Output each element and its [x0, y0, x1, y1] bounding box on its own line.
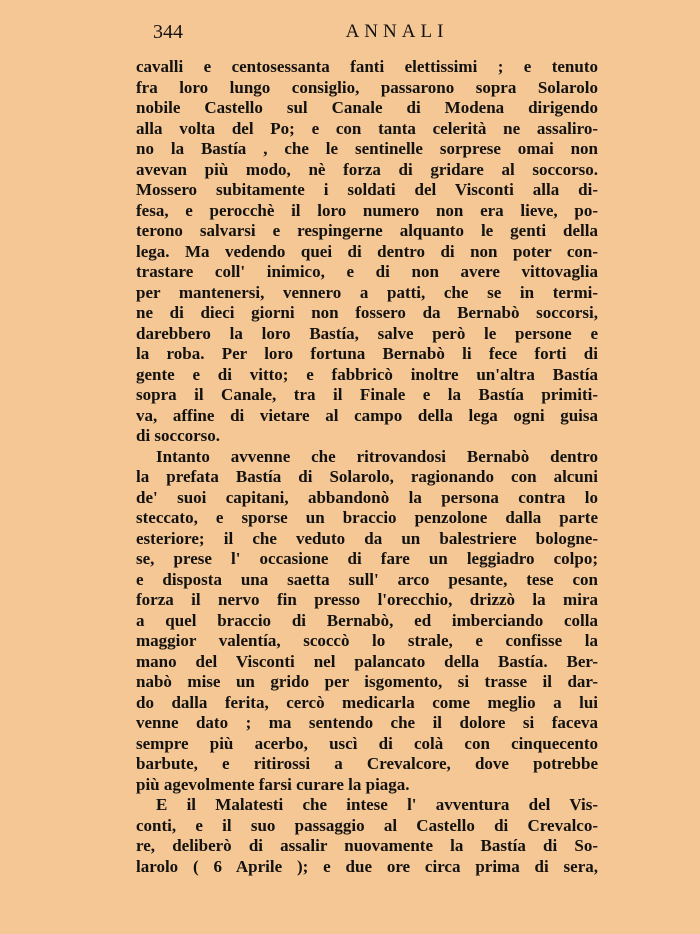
text-line: di soccorso. — [136, 426, 221, 445]
text-line: re, deliberò di assalir nuovamente la Bastía di So- — [136, 836, 598, 855]
text-line: Intanto avvenne che ritrovandosi Bernabò dentro — [156, 446, 598, 466]
text-line: fesa, e perocchè il loro numero non era lieve, po- — [136, 200, 598, 220]
text-line: e disposta una saetta sull' arco pesante, tese con — [136, 569, 598, 589]
text-line: esteriore; il che veduto da un balestriere bologne- — [136, 528, 598, 548]
text-line: venne dato ; ma sentendo che il dolore si faceva — [136, 713, 598, 732]
text-line: nabò mise un grido per isgomento, si trasse il dar- — [136, 672, 598, 691]
text-line: la prefata Bastía di Solarolo, ragionando con alcuni — [136, 467, 598, 486]
text-line: lega. Ma vedendo quei di dentro di non poter con- — [136, 241, 598, 261]
text-line: a quel braccio di Bernabò, ed imberciando colla — [136, 610, 598, 630]
text-line: per mantenersi, vennero a patti, che se in termi- — [136, 282, 598, 302]
text-line: de' suoi capitani, abbandonò la persona contra lo — [136, 487, 598, 507]
text-line: maggior valentía, scoccò lo strale, e confisse la — [136, 631, 598, 650]
text-line: avevan più modo, nè forza di gridare al soccorso. — [136, 159, 598, 179]
text-line: conti, e il suo passaggio al Castello di Crevalco- — [136, 815, 598, 835]
text-line: va, affine di vietare al campo della lega ogni guisa — [136, 405, 598, 425]
text-line: no la Bastía , che le sentinelle sorprese omai non — [136, 139, 598, 158]
page-number: 344 — [153, 21, 183, 43]
text-line: barbute, e ritirossi a Crevalcore, dove potrebbe — [136, 754, 598, 773]
text-line: ne di dieci giorni non fossero da Bernabò soccorsi, — [136, 303, 598, 322]
text-line: terono salvarsi e respingerne alquanto le genti della — [136, 221, 598, 240]
text-line: E il Malatesti che intese l' avventura del Vis- — [156, 795, 598, 814]
text-line: larolo ( 6 Aprile ); e due ore circa prima di sera, — [136, 856, 598, 876]
text-line: Mossero subitamente i soldati del Visconti alla di- — [136, 180, 598, 199]
text-line: darebbero la loro Bastía, salve però le persone e — [136, 323, 598, 343]
text-line: cavalli e centosessanta fanti elettissimi ; e tenuto — [136, 57, 598, 76]
text-line: trastare coll' inimico, e di non avere vittovaglia — [136, 262, 598, 281]
text-line: do dalla ferita, cercò medicarla come meglio a lui — [136, 692, 598, 712]
text-line: steccato, e sporse un braccio penzolone dalla parte — [136, 508, 598, 527]
running-title: ANNALI — [345, 21, 449, 42]
text-line: più agevolmente farsi curare la piaga. — [136, 774, 410, 794]
body-text — [136, 57, 598, 877]
text-line: se, prese l' occasione di fare un leggiadro colpo; — [136, 549, 598, 568]
text-line: forza il nervo fin presso l'orecchio, drizzò la mira — [136, 590, 598, 609]
text-line: la roba. Per loro fortuna Bernabò li fece forti di — [136, 344, 598, 363]
text-line: sopra il Canale, tra il Finale e la Bastía primiti- — [136, 385, 598, 404]
text-line: fra loro lungo consiglio, passarono sopra Solarolo — [136, 77, 598, 97]
text-line: mano del Visconti nel palancato della Bastía. Ber- — [136, 651, 598, 671]
text-line: nobile Castello sul Canale di Modena dirigendo — [136, 98, 598, 117]
text-line: gente e di vitto; e fabbricò inoltre un'altra Bastía — [136, 364, 598, 384]
page-header — [136, 18, 598, 46]
text-line: alla volta del Po; e con tanta celerità ne assaliro- — [136, 118, 598, 138]
text-line: sempre più acerbo, uscì di colà con cinquecento — [136, 733, 598, 753]
